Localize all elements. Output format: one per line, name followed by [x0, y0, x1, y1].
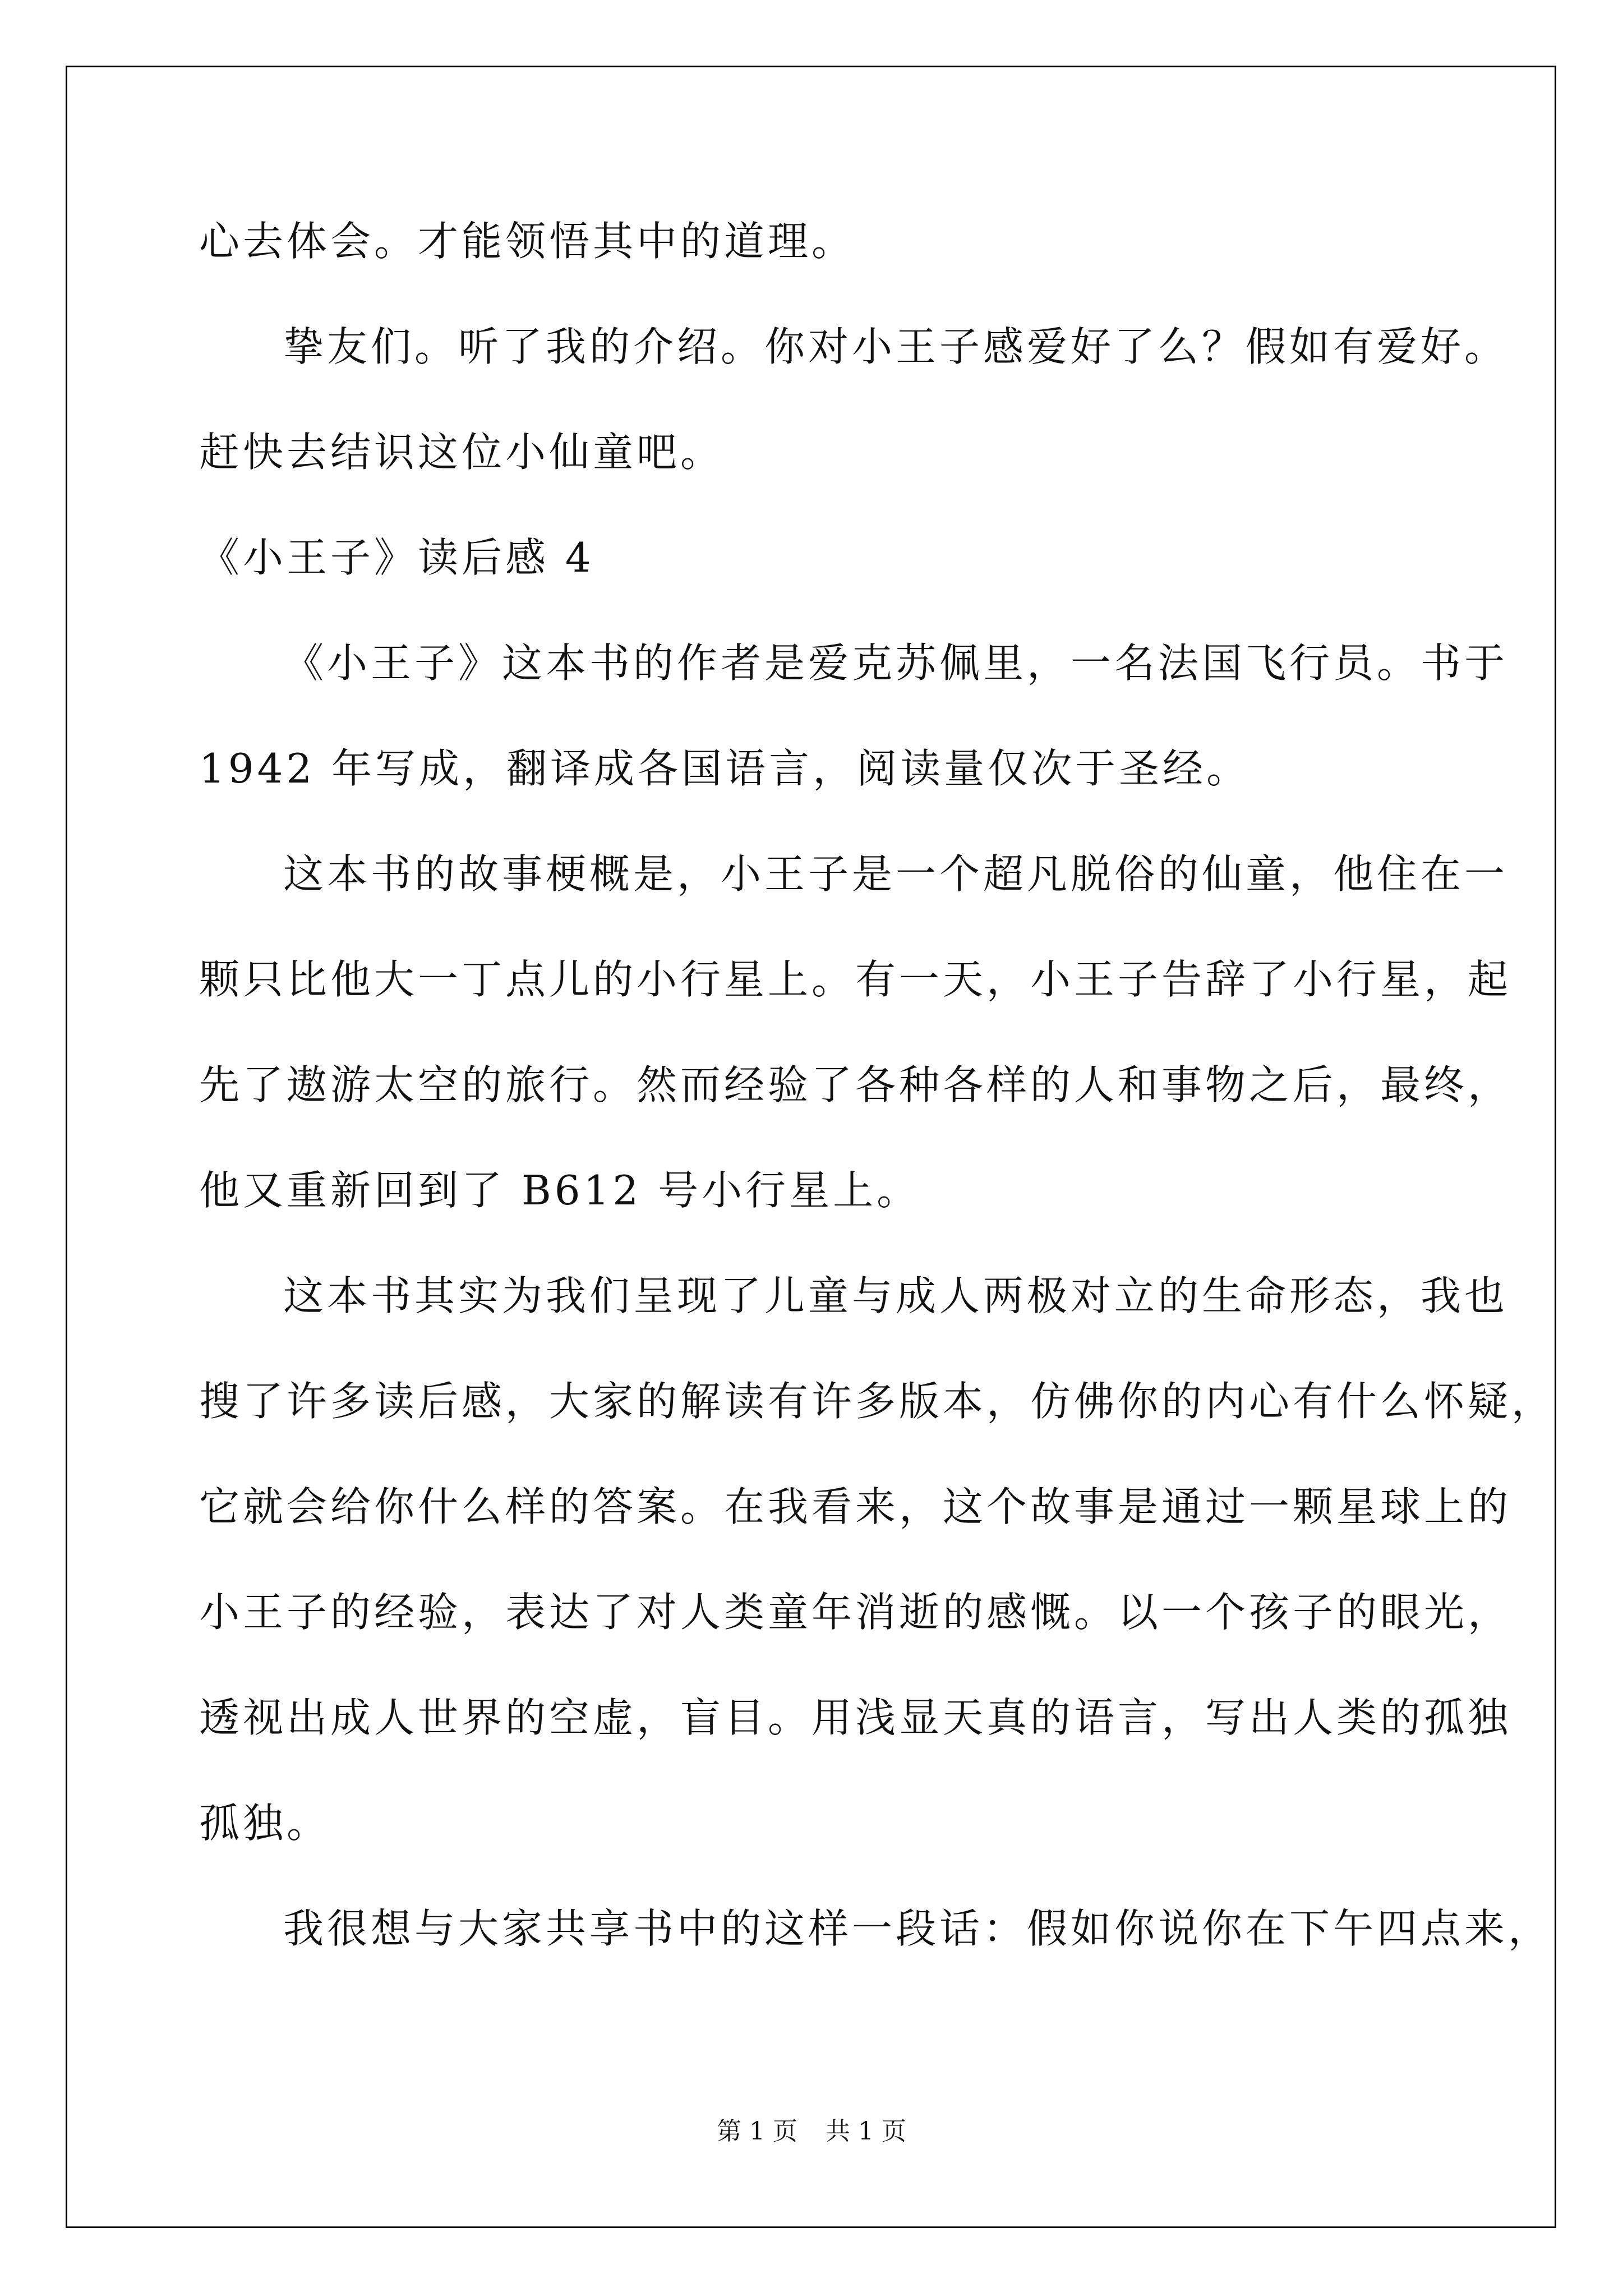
- text-line: 心去体会。才能领悟其中的道理。: [199, 218, 856, 265]
- text-line: 孤独。: [199, 1800, 331, 1847]
- text-line: 挚友们。听了我的介绍。你对小王子感爱好了么？假如有爱好。: [283, 323, 1509, 370]
- text-line: 它就会给你什么样的答案。在我看来，这个故事是通过一颗星球上的: [199, 1483, 1512, 1530]
- document-body: [199, 208, 1556, 2000]
- text-line: 先了遨游太空的旅行。然而经验了各种各样的人和事物之后，最终，: [199, 1061, 1512, 1108]
- text-line: 搜了许多读后感，大家的解读有许多版本，仿佛你的内心有什么怀疑，: [199, 1378, 1556, 1425]
- text-line: 赶快去结识这位小仙童吧。: [199, 429, 725, 476]
- section-heading: 《小王子》读后感 4: [199, 534, 594, 581]
- text-line: 小王子的经验，表达了对人类童年消逝的感慨。以一个孩子的眼光，: [199, 1589, 1512, 1636]
- page-footer: [0, 2115, 1623, 2148]
- page-number: 第 1 页: [717, 2117, 797, 2146]
- text-line: 透视出成人世界的空虚，盲目。用浅显天真的语言，写出人类的孤独: [199, 1694, 1512, 1741]
- text-line: 颗只比他大一丁点儿的小行星上。有一天，小王子告辞了小行星，起: [199, 956, 1512, 1003]
- text-line: 《小王子》这本书的作者是爱克苏佩里，一名法国飞行员。书于: [283, 639, 1509, 687]
- text-line: 他又重新回到了 B612 号小行星上。: [199, 1167, 921, 1214]
- page-total: 共 1 页: [826, 2117, 906, 2146]
- text-line: 这本书的故事梗概是，小王子是一个超凡脱俗的仙童，他住在一: [283, 850, 1509, 898]
- text-line: 我很想与大家共享书中的这样一段话：假如你说你在下午四点来，: [283, 1905, 1552, 1952]
- text-line: 1942 年写成，翻译成各国语言，阅读量仅次于圣经。: [199, 745, 1251, 792]
- text-line: 这本书其实为我们呈现了儿童与成人两极对立的生命形态，我也: [283, 1272, 1509, 1319]
